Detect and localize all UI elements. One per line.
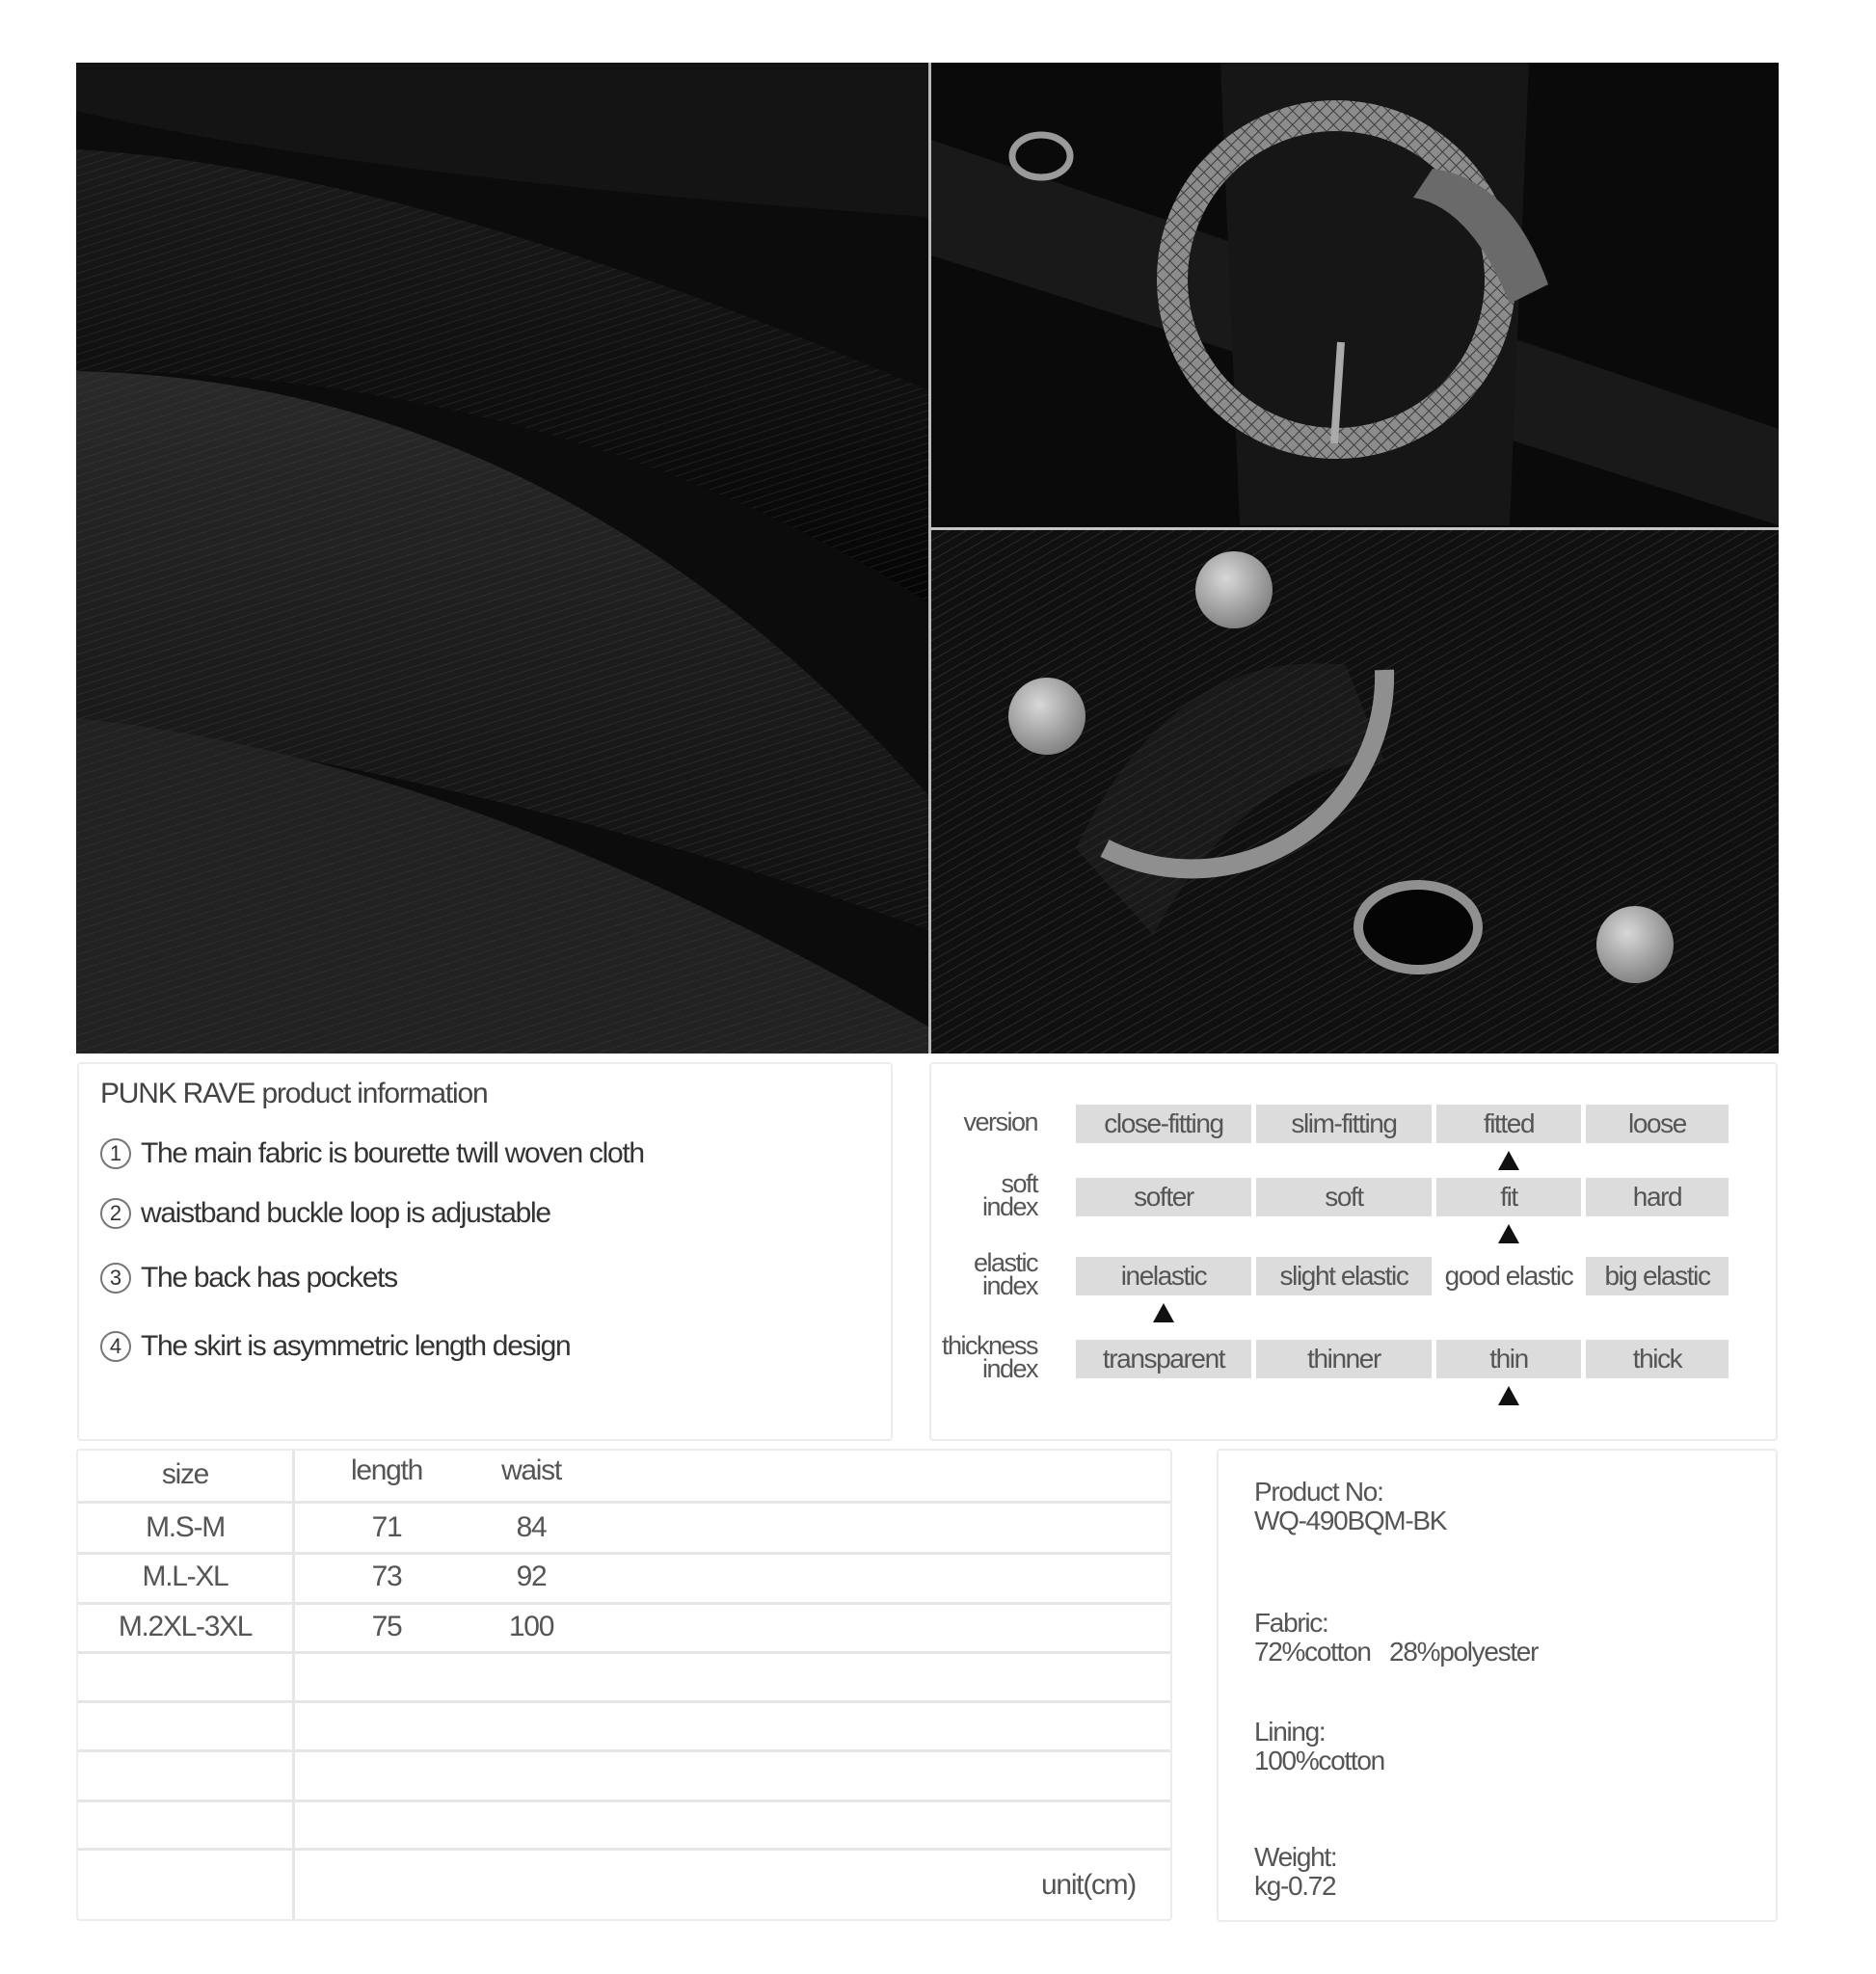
scale-option: thinner	[1256, 1340, 1432, 1378]
row-divider	[78, 1700, 1170, 1703]
attribute-label-line: thickness	[941, 1331, 1037, 1360]
attribute-label-line: index	[981, 1271, 1037, 1300]
scale-option: hard	[1586, 1178, 1729, 1216]
scale-option: fitted	[1436, 1105, 1581, 1143]
length-cell: 71	[371, 1511, 402, 1543]
fabric-closeup-image	[76, 63, 928, 1054]
fabric-closeup-photo	[76, 63, 928, 1054]
length-cell: 73	[371, 1561, 402, 1592]
circled-number: 3	[100, 1263, 131, 1294]
unit-label: unit(cm)	[1041, 1869, 1136, 1901]
header-length: length	[351, 1454, 422, 1486]
attribute-label-line: index	[981, 1354, 1037, 1383]
selected-marker-icon	[1153, 1303, 1174, 1322]
row-divider	[78, 1848, 1170, 1851]
feature-text: The back has pockets	[141, 1262, 397, 1294]
attribute-row	[931, 1248, 1780, 1300]
lining-label: Lining:	[1254, 1717, 1326, 1747]
row-divider	[78, 1501, 1170, 1504]
selected-marker-icon	[1498, 1151, 1519, 1170]
scale-option: loose	[1586, 1105, 1729, 1143]
selected-marker-icon	[1498, 1224, 1519, 1243]
scale-option: transparent	[1076, 1340, 1251, 1378]
scale-option: good elastic	[1444, 1261, 1573, 1291]
weight-value: kg-0.72	[1254, 1871, 1336, 1901]
lining-value: 100%cotton	[1254, 1746, 1384, 1775]
attribute-label-line: index	[981, 1192, 1037, 1221]
header-waist: waist	[501, 1454, 561, 1486]
scale-option: fit	[1436, 1178, 1581, 1216]
circled-number: 1	[100, 1138, 131, 1169]
ring-closeup-photo	[931, 530, 1779, 1054]
attribute-row	[931, 1105, 1780, 1147]
feature-text: The main fabric is bourette twill woven cloth	[141, 1137, 644, 1169]
feature-item	[100, 1197, 550, 1230]
row-divider	[78, 1552, 1170, 1555]
circled-number: 4	[100, 1331, 131, 1362]
attribute-label	[981, 1169, 1037, 1221]
buckle-closeup-photo	[931, 63, 1779, 527]
attribute-label-line: version	[963, 1107, 1037, 1136]
attribute-row	[931, 1169, 1780, 1221]
attribute-label	[963, 1107, 1037, 1136]
attribute-row	[931, 1331, 1780, 1383]
size-cell: M.S-M	[146, 1511, 225, 1543]
row-divider	[78, 1800, 1170, 1802]
size-cell: M.2XL-3XL	[118, 1611, 253, 1642]
attribute-scales-panel	[929, 1062, 1778, 1441]
snake-buckle-image	[931, 63, 1779, 527]
waist-cell: 100	[508, 1611, 554, 1642]
scale-option: slim-fitting	[1256, 1105, 1432, 1143]
feature-text: waistband buckle loop is adjustable	[141, 1197, 550, 1229]
scale-option: thick	[1586, 1340, 1729, 1378]
weight-label: Weight:	[1254, 1842, 1337, 1872]
scale-option: soft	[1256, 1178, 1432, 1216]
size-table	[76, 1449, 1172, 1921]
ring-hardware-image	[931, 530, 1779, 1054]
circled-number: 2	[100, 1198, 131, 1229]
fabric-value: 72%cotton 28%polyester	[1254, 1637, 1539, 1667]
product-details-panel	[1217, 1449, 1778, 1922]
length-cell: 75	[371, 1611, 402, 1642]
scale-option: slight elastic	[1256, 1257, 1432, 1295]
scale-option: inelastic	[1076, 1257, 1251, 1295]
attribute-label	[973, 1248, 1037, 1300]
attribute-label	[941, 1331, 1037, 1383]
attribute-label-line: soft	[1001, 1169, 1037, 1198]
size-cell: M.L-XL	[142, 1561, 228, 1592]
product-no-value: WQ-490BQM-BK	[1254, 1506, 1447, 1535]
product-info-panel	[77, 1062, 893, 1441]
feature-item	[100, 1137, 644, 1170]
waist-cell: 92	[516, 1561, 547, 1592]
scale-option: big elastic	[1586, 1257, 1729, 1295]
feature-item	[100, 1330, 570, 1363]
scale-option: close-fitting	[1076, 1105, 1251, 1143]
product-info-title: PUNK RAVE product information	[100, 1078, 488, 1109]
attribute-label-line: elastic	[973, 1248, 1037, 1277]
feature-item	[100, 1262, 397, 1294]
waist-cell: 84	[516, 1511, 547, 1543]
fabric-label: Fabric:	[1254, 1608, 1328, 1638]
row-divider	[78, 1749, 1170, 1752]
row-divider	[78, 1602, 1170, 1605]
row-divider	[78, 1651, 1170, 1654]
product-no-label: Product No:	[1254, 1477, 1383, 1507]
selected-marker-icon	[1498, 1386, 1519, 1405]
header-size: size	[161, 1458, 209, 1490]
scale-option: softer	[1076, 1178, 1251, 1216]
feature-text: The skirt is asymmetric length design	[141, 1330, 571, 1362]
scale-option: thin	[1436, 1340, 1581, 1378]
